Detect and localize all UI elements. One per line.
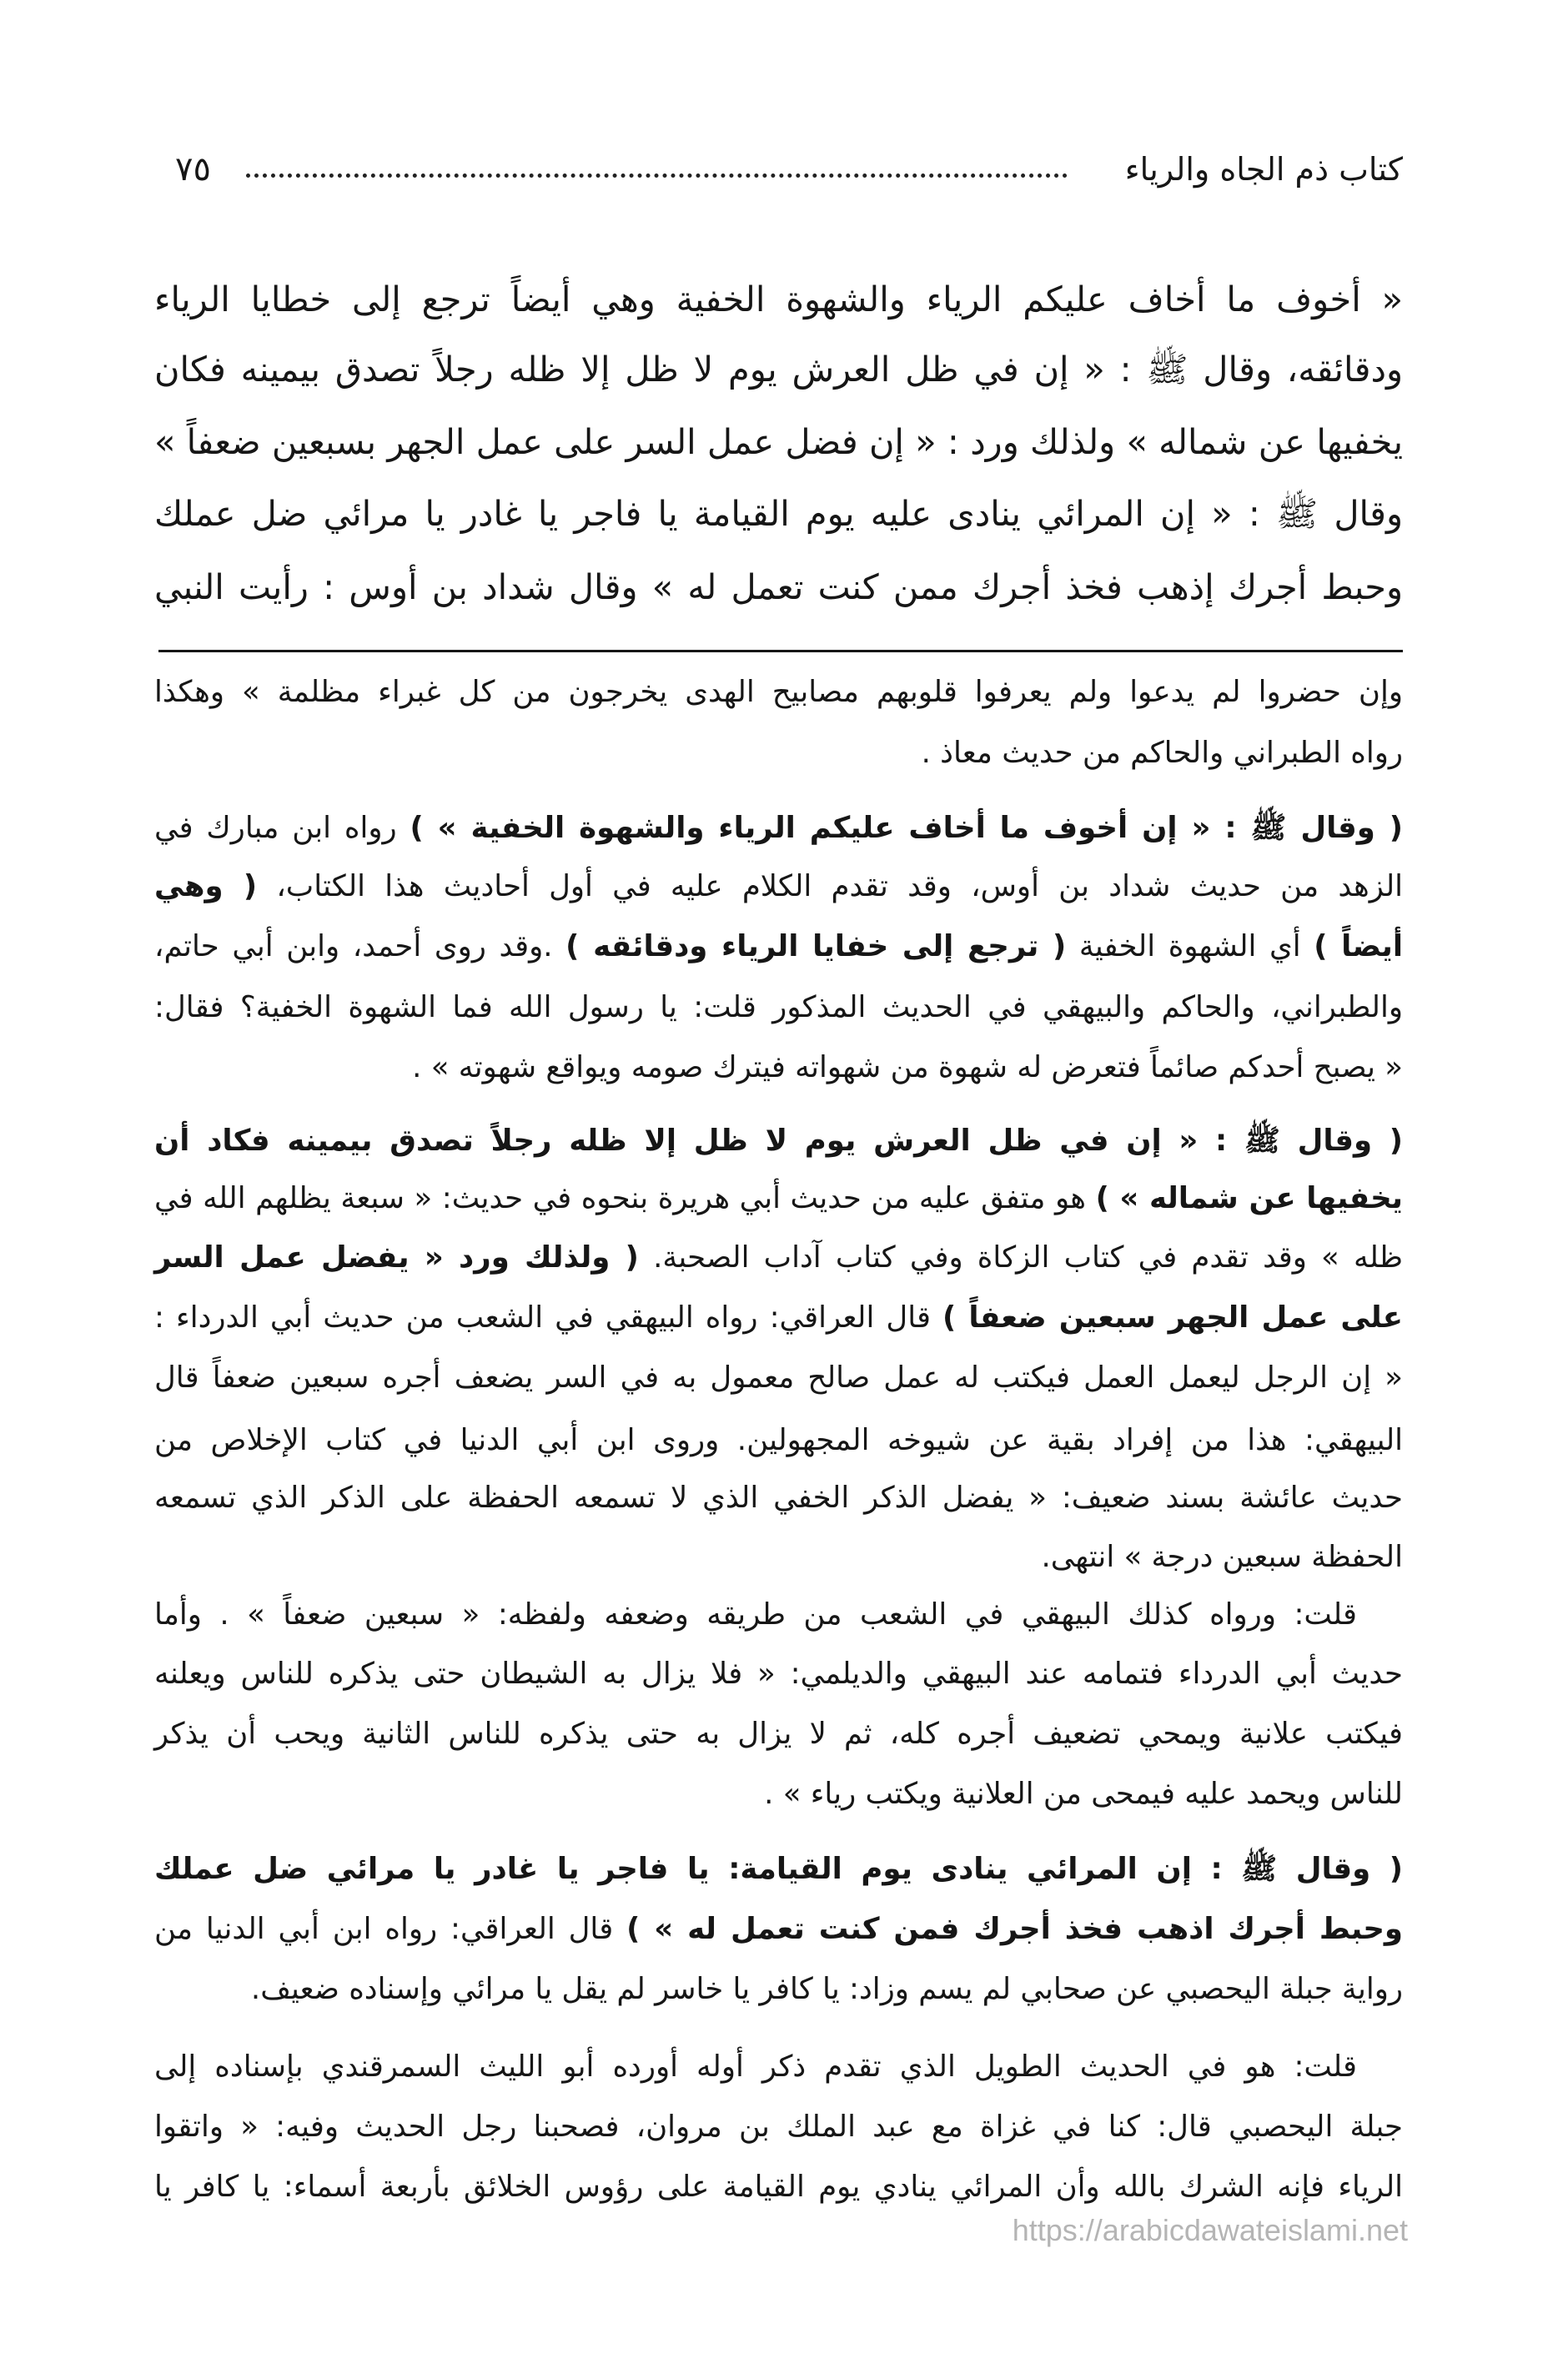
main-text-line: وقال ﷺ : « إن المرائي ينادى عليه يوم القيامة يا فاجر يا غادر يا مرائي ضل عملك <box>154 493 1403 534</box>
commentary-line: فيكتب علانية ويمحي تضعيف أجره كله، ثم لا يزال به حتى يذكره للناس الثانية ويحب أن يذكر <box>154 1717 1403 1751</box>
footnote-rule <box>158 650 1403 652</box>
commentary-text: قال العراقي: رواه البيهقي في الشعب من حديث أبي الدرداء : <box>154 1300 943 1335</box>
commentary-line: للناس ويحمد عليه فيمحى من العلانية ويكتب رياء » . <box>764 1777 1403 1811</box>
commentary-text: رواه ابن مبارك في <box>154 811 410 845</box>
commentary-line: « إن الرجل ليعمل العمل فيكتب له عمل صالح معمول به في السر يضعف أجره سبعين ضعفاً قال <box>154 1361 1403 1395</box>
commentary-line: جبلة اليحصبي قال: كنا في غزاة مع عبد الملك بن مروان، فصحبنا رجل الحديث وفيه: « واتقوا <box>154 2110 1403 2144</box>
matn-quote: ( وقال ﷺ : إن المرائي ينادى يوم القيامة: يا فاجر يا غادر يا مرائي ضل عملك <box>154 1852 1403 1886</box>
matn-quote: ( ولذلك ورد « يفضل عمل السر <box>154 1240 639 1275</box>
commentary-text: هو متفق عليه من حديث أبي هريرة بنحوه في حديث: « سبعة يظلهم الله في <box>154 1181 1096 1215</box>
commentary-line: وإن حضروا لم يدعوا ولم يعرفوا قلوبهم مصابيح الهدى يخرجون من كل غبراء مظلمة » وهكذا <box>154 675 1403 709</box>
commentary-text: ظله » وقد تقدم في كتاب الزكاة وفي كتاب آداب الصحبة. <box>638 1240 1404 1275</box>
commentary-line: حديث عائشة بسند ضعيف: « يفضل الذكر الخفي الذي لا تسمعه الحفظة على الذكر الذي تسمعه <box>154 1481 1403 1515</box>
commentary-line <box>154 1169 1403 1228</box>
commentary-text: .وقد روى أحمد، وابن أبي حاتم، <box>154 929 566 963</box>
main-text-line: « أخوف ما أخاف عليكم الرياء والشهوة الخفية وهي أيضاً ترجع إلى خطايا الرياء <box>154 279 1403 319</box>
commentary-line <box>154 1840 1403 1899</box>
matn-quote: ( وقال ﷺ : « إن في ظل العرش يوم لا ظل إلا ظله رجلاً تصدق بيمينه فكاد أن <box>154 1124 1403 1158</box>
commentary-line: البيهقي: هذا من إفراد بقية عن شيوخه المجهولين. وروى ابن أبي الدنيا في كتاب الإخلاص من <box>154 1423 1403 1457</box>
commentary-line <box>154 799 1403 858</box>
commentary-line: حديث أبي الدرداء فتمامه عند البيهقي والديلمي: « فلا يزال به الشيطان حتى يذكره للناس ويعلنه <box>154 1657 1403 1691</box>
commentary-line <box>154 918 1403 976</box>
main-text-line: يخفيها عن شماله » ولذلك ورد : « إن فضل عمل السر على عمل الجهر بسبعين ضعفاً » <box>154 421 1403 462</box>
matn-quote: على عمل الجهر سبعين ضعفاً ) <box>942 1300 1403 1335</box>
matn-quote: ( ترجع إلى خفايا الرياء ودقائقه ) <box>565 929 1067 963</box>
commentary-line: رواية جبلة اليحصبي عن صحابي لم يسم وزاد: يا كافر يا خاسر لم يقل يا مرائي وإسناده ضعيف. <box>250 1972 1403 2006</box>
dotted-leader <box>246 174 1068 178</box>
matn-quote: ( وقال ﷺ : « إن أخوف ما أخاف عليكم الرياء والشهوة الخفية » ) <box>410 811 1403 845</box>
commentary-line: رواه الطبراني والحاكم من حديث معاذ . <box>921 736 1403 770</box>
commentary-text: الزهد من حديث شداد بن أوس، وقد تقدم الكلام عليه في أول أحاديث هذا الكتاب، <box>257 869 1403 903</box>
commentary-line: الرياء فإنه الشرك بالله وأن المرائي ينادي يوم القيامة على رؤوس الخلائق بأربعة أسماء: يا كافر يا <box>154 2170 1403 2204</box>
running-title: كتاب ذم الجاه والرياء <box>1124 151 1403 188</box>
watermark-url: https://arabicdawateislami.net <box>1012 2213 1408 2247</box>
main-text-line: ودقائقه، وقال ﷺ : « إن في ظل العرش يوم لا ظل إلا ظله رجلاً تصدق بيمينه فكان <box>154 349 1403 390</box>
matn-quote: وحبط أجرك اذهب فخذ أجرك فمن كنت تعمل له » ) <box>626 1912 1403 1946</box>
commentary-line <box>154 858 1403 916</box>
commentary-line: قلت: هو في الحديث الطويل الذي تقدم ذكر أوله أورده أبو الليث السمرقندي بإسناده إلى <box>154 2050 1357 2084</box>
page-number: ٧٥ <box>175 150 211 189</box>
commentary-line: « يصبح أحدكم صائماً فتعرض له شهوة من شهواته فيترك صومه ويواقع شهوته » . <box>412 1050 1403 1084</box>
matn-quote: يخفيها عن شماله » ) <box>1095 1181 1403 1215</box>
main-text-line: وحبط أجرك إذهب فخذ أجرك ممن كنت تعمل له » وقال شداد بن أوس : رأيت النبي <box>154 566 1403 607</box>
commentary-line <box>154 1900 1403 1959</box>
commentary-text: أي الشهوة الخفية <box>1066 929 1314 963</box>
matn-quote: ( وهي <box>154 869 258 903</box>
commentary-line: الحفظة سبعين درجة » انتهى. <box>1041 1540 1403 1574</box>
commentary-line: والطبراني، والحاكم والبيهقي في الحديث المذكور قلت: يا رسول الله فما الشهوة الخفية؟ فقال: <box>154 990 1403 1024</box>
matn-quote: أيضاً ) <box>1314 929 1403 963</box>
commentary-text: قال العراقي: رواه ابن أبي الدنيا من <box>154 1912 627 1946</box>
commentary-line <box>154 1112 1403 1170</box>
commentary-line <box>154 1229 1403 1287</box>
commentary-line <box>154 1289 1403 1347</box>
commentary-line: قلت: ورواه كذلك البيهقي في الشعب من طريقه وضعفه ولفظه: « سبعين ضعفاً » . وأما <box>154 1597 1357 1632</box>
